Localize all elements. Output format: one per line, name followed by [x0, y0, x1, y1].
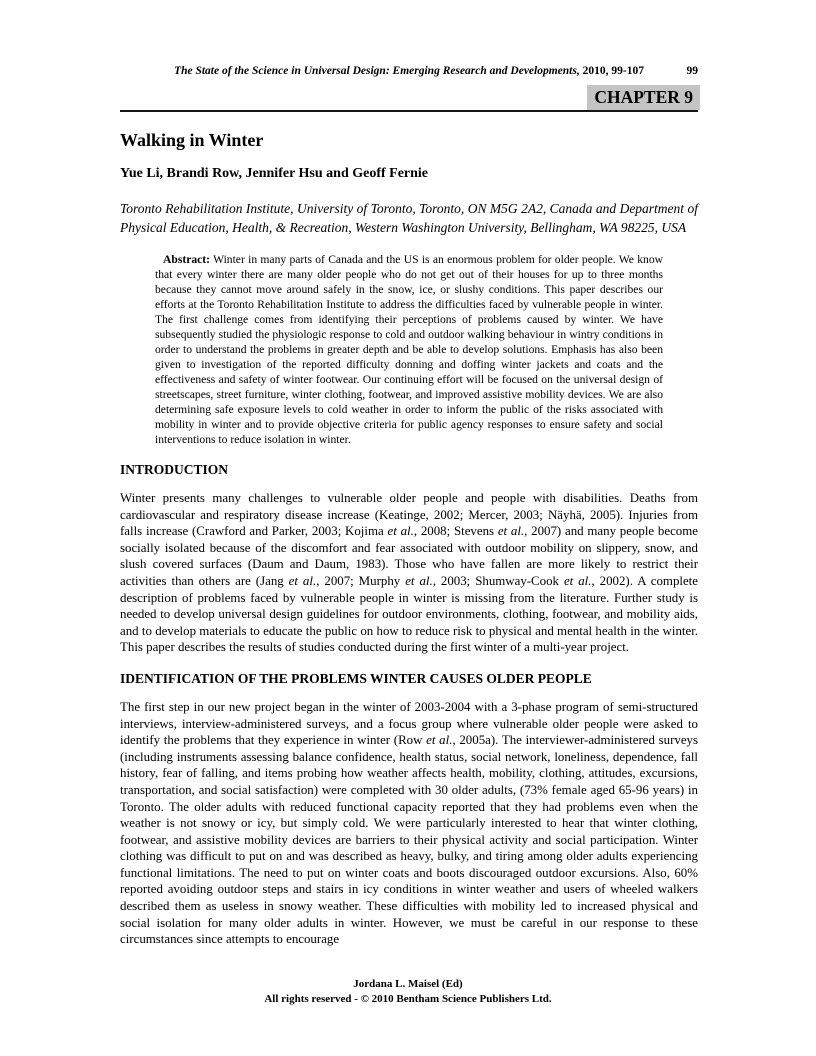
- abstract-text: Winter in many parts of Canada and the US is an enormous problem for older people. We know that every winter there are many older people who do not get out of their houses for up to three months because they cannot move around safely in the snow, ice, or slushy conditions. This paper describes our efforts at the Toronto Rehabilitation Institute to address the difficulties faced by vulnerable people in winter. The first challenge comes from identifying their perceptions of problems caused by winter. We have subsequently studied the physiologic response to cold and outdoor walking behaviour in wintry conditions in order to understand the problems in greater depth and be able to develop solutions. Emphasis has also been given to investigation of the reported difficulty donning and doffing winter jackets and coats and the effectiveness and safety of winter footwear. Our continuing effort will be focused on the universal design of streetscapes, street furniture, winter clothing, footwear, and improved assistive mobility devices. We are also determining safe exposure levels to cold weather in order to inform the public of the risks associated with mobility in winter and to provide objective criteria for public agency responses to ensure safety and social interventions to reduce isolation in winter.: [155, 253, 663, 446]
- section-heading-introduction: INTRODUCTION: [120, 462, 229, 477]
- running-title: The State of the Science in Universal Design: Emerging Research and Developments, 2010, 99-107: [174, 65, 644, 77]
- authors: Yue Li, Brandi Row, Jennifer Hsu and Geoff Fernie: [120, 166, 429, 181]
- abstract-label: Abstract:: [163, 253, 211, 266]
- footer-copyright: All rights reserved - © 2010 Bentham Science Publishers Ltd.: [264, 993, 552, 1005]
- affiliation: Toronto Rehabilitation Institute, University of Toronto, Toronto, ON M5G 2A2, Canada and Department of Physical Education, Health, & Recreation, Western Washington University, Bellingham, WA 98225, USA: [120, 201, 698, 235]
- running-header: [120, 64, 698, 78]
- footer-editor: Jordana L. Maisel (Ed): [353, 978, 463, 990]
- section-heading-identification: IDENTIFICATION OF THE PROBLEMS WINTER CAUSES OLDER PEOPLE: [120, 670, 592, 686]
- header-rule: [120, 85, 698, 112]
- paragraph-introduction: Winter presents many challenges to vulnerable older people and people with disabilities. Deaths from cardiovascular and respiratory disease increase (Keatinge, 2002; Mercer, 2003; Näyhä, 2005). Injuries from falls increase (Crawford and Parker, 2003; Kojima et al., 2008; Stevens et al., 2007) and many people become socially isolated because of the discomfort and fear associated with outdoor mobility on slippery, snow, and slush covered surfaces (Daum and Daum, 1983). Those who have fallen are more likely to restrict their activities than others are (Jang et al., 2007; Murphy et al., 2003; Shumway-Cook et al., 2002). A complete description of problems faced by vulnerable people in winter is missing from the literature. Further study is needed to develop universal design guidelines for outdoor environments, clothing, footwear, and mobility aids, and to develop materials to educate the public on how to reduce risk to physical and mental health in the winter. This paper describes the results of studies conducted during the first winter of a multi-year project.: [120, 491, 698, 655]
- page-content: [120, 0, 698, 948]
- page-footer: [0, 977, 816, 1007]
- chapter-badge: CHAPTER 9: [587, 85, 700, 110]
- paragraph-identification: The first step in our new project began in the winter of 2003-2004 with a 3-phase program of semi-structured interviews, interview-administered surveys, and a focus group where vulnerable older people were asked to identify the problems that they experience in winter (Row et al., 2005a). The interviewer-administered surveys (including instruments assessing balance confidence, health status, social network, loneliness, dependence, fall history, fear of falling, and items probing how weather affects health, mobility, clothing, attitudes, excursions, transportation, and social satisfaction) were completed with 30 older adults, (73% female aged 65-96 years) in Toronto. The older adults with reduced functional capacity reported that they had problems even when the weather is not snowy or icy, but simply cold. We were particularly interested to hear that winter clothing, footwear, and assistive mobility devices are barriers to their physical activity and social participation. Winter clothing was difficult to put on and was described as heavy, bulky, and tiring among older adults experiencing functional limitations. The need to put on winter coats and boots discouraged outdoor excursions. Also, 60% reported avoiding outdoor steps and stairs in icy conditions in winter weather and users of wheeled walkers described them as useless in snowy weather. These difficulties with mobility led to increased physical and social isolation for many older adults in winter. However, we must be careful in our response to these circumstances since attempts to encourage: [120, 699, 698, 947]
- page-number: 99: [686, 65, 698, 77]
- abstract: [155, 252, 663, 447]
- chapter-title: Walking in Winter: [120, 130, 264, 150]
